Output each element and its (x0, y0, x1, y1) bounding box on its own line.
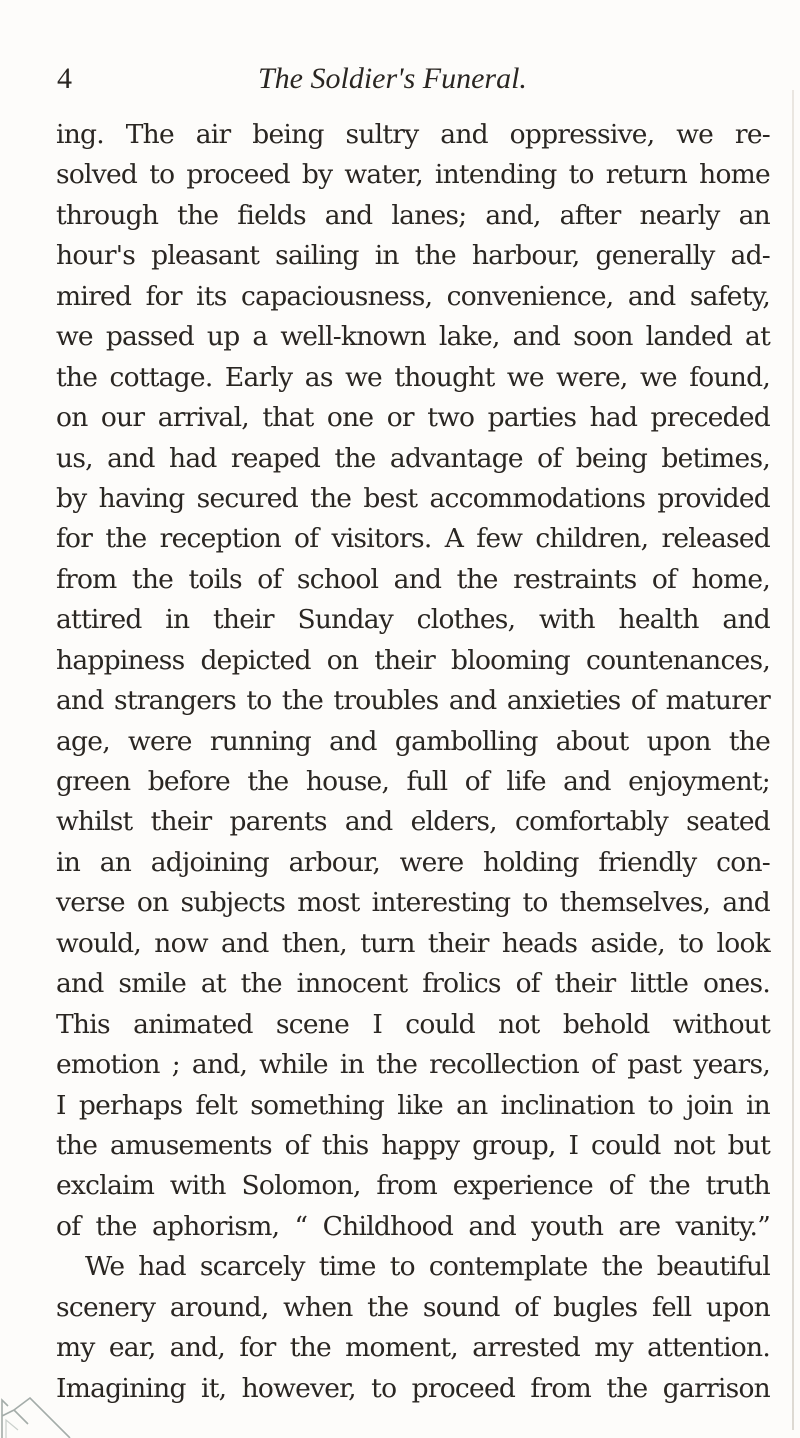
text-line: by having secured the best accommodations provided (56, 482, 770, 514)
text-line: my ear, and, for the moment, arrested my attention. (56, 1332, 770, 1364)
text-line: emotion ; and, while in the recollection of past years, (56, 1049, 770, 1081)
text-line: and smile at the innocent frolics of their little ones. (56, 968, 770, 1000)
page-edge-shadow (792, 90, 794, 1430)
running-head (0, 62, 800, 102)
text-line: whilst their parents and elders, comfortably seated (56, 806, 770, 838)
text-line: This animated scene I could not behold without (56, 1008, 770, 1040)
text-line: through the fields and lanes; and, after nearly an (56, 199, 770, 231)
text-line: for the reception of visitors. A few children, released (56, 523, 770, 555)
text-line: on our arrival, that one or two parties had preceded (56, 402, 770, 434)
body-text (56, 115, 770, 1409)
text-line: happiness depicted on their blooming countenances, (56, 644, 770, 676)
text-line: We had scarcely time to contemplate the beautiful (85, 1251, 770, 1283)
text-line: the amusements of this happy group, I could not but (56, 1129, 770, 1161)
text-line: mired for its capaciousness, convenience, and safety, (56, 280, 770, 312)
text-line: would, now and then, turn their heads aside, to look (56, 927, 770, 959)
text-line: the cottage. Early as we thought we were, we found, (56, 361, 770, 393)
text-line: attired in their Sunday clothes, with health and (56, 604, 770, 636)
corner-fold-mark (0, 1380, 110, 1438)
text-line: in an adjoining arbour, were holding friendly con- (56, 846, 770, 878)
text-line: Imagining it, however, to proceed from the garrison (56, 1372, 770, 1404)
running-title: The Soldier's Funeral. (258, 62, 527, 95)
text-line: ing. The air being sultry and oppressive, we re- (56, 119, 770, 150)
text-line: age, were running and gambolling about upon the (56, 725, 770, 757)
text-line: solved to proceed by water, intending to return home (56, 159, 770, 191)
text-line: scenery around, when the sound of bugles fell upon (56, 1291, 770, 1323)
text-line: of the aphorism, “ Childhood and youth are vanity.” (56, 1210, 770, 1242)
text-line: verse on subjects most interesting to themselves, and (56, 887, 770, 919)
text-line: and strangers to the troubles and anxieties of maturer (56, 685, 770, 717)
text-line: I perhaps felt something like an inclination to join in (56, 1089, 770, 1121)
text-line: us, and had reaped the advantage of being betimes, (56, 442, 770, 474)
text-line: exclaim with Solomon, from experience of the truth (56, 1170, 770, 1202)
text-line: we passed up a well-known lake, and soon landed at (56, 321, 770, 353)
text-line: green before the house, full of life and enjoyment; (56, 766, 770, 797)
text-line: hour's pleasant sailing in the harbour, generally ad- (56, 240, 770, 272)
text-line: from the toils of school and the restraints of home, (56, 563, 770, 595)
page-number: 4 (57, 62, 72, 95)
